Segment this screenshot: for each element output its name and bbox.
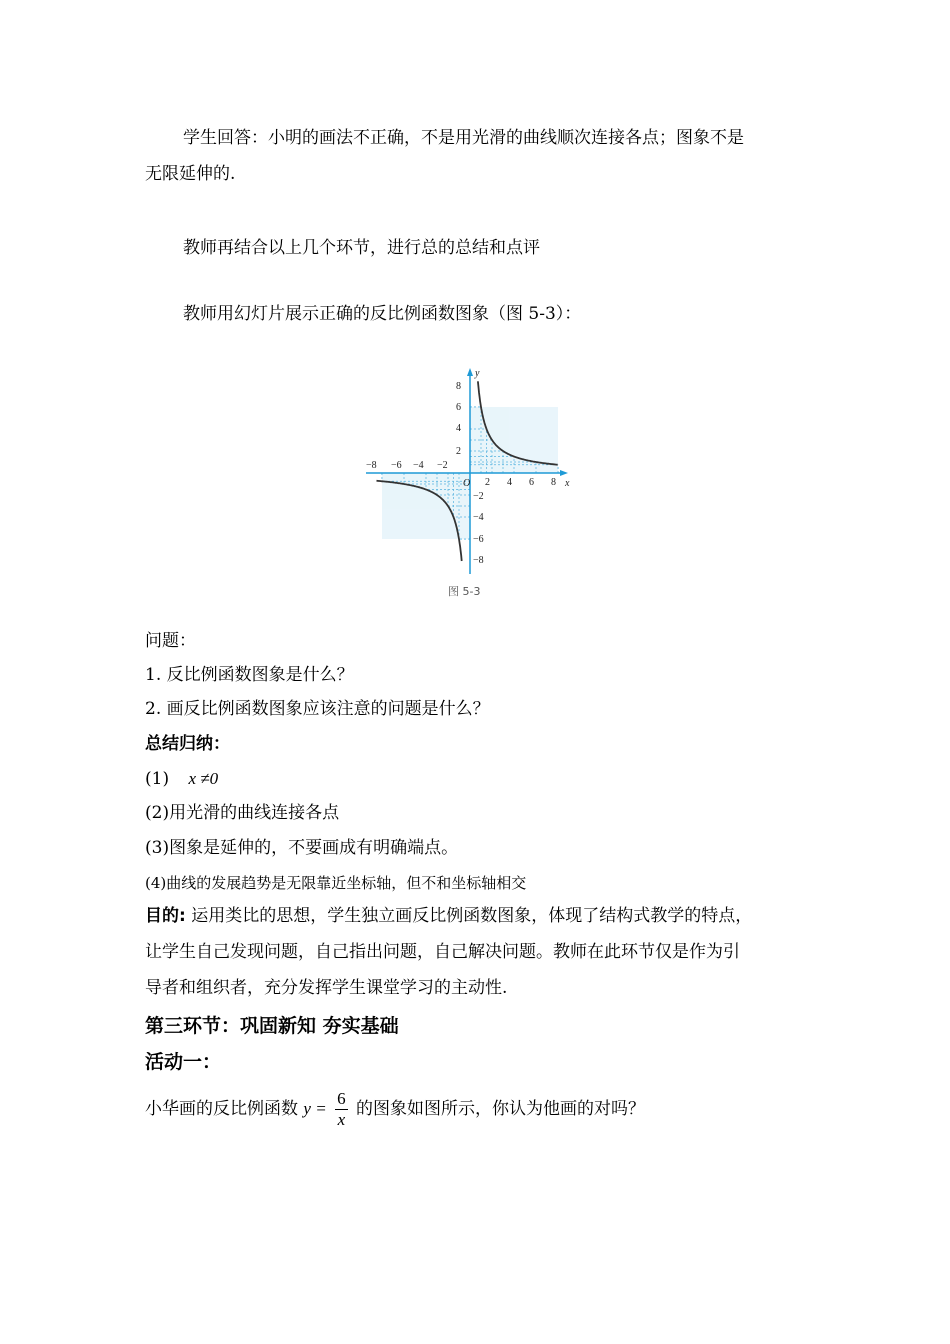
summary-item-3: (3)图象是延伸的，不要画成有明确端点。 (145, 838, 459, 858)
x-axis-arrow (560, 470, 568, 476)
purpose-line-3: 导者和组织者，充分发挥学生课堂学习的主动性. (145, 978, 508, 998)
summary-title: 总结归纳： (145, 734, 230, 754)
purpose-line-1 (145, 904, 752, 928)
y-tick-label: 6 (456, 402, 461, 413)
fraction-denominator: x (337, 1110, 346, 1129)
paragraph-student-answer: 学生回答：小明的画法不正确，不是用光滑的曲线顺次连接各点；图象不是 (183, 128, 744, 148)
y-axis-arrow (467, 368, 473, 376)
activity-question-text-before: 小华画的反比例函数 (145, 1099, 298, 1119)
hyperbola-graph (358, 362, 582, 582)
summary-item-1-label: (1) (145, 769, 170, 789)
x-tick-label: −2 (437, 460, 448, 471)
question-2: 2. 画反比例函数图象应该注意的问题是什么？ (145, 699, 490, 719)
x-tick-label: −6 (391, 460, 402, 471)
fraction-numerator: 6 (337, 1089, 346, 1108)
purpose-line-2: 让学生自己发现问题，自己指出问题，自己解决问题。教师在此环节仅是作为引 (145, 942, 740, 962)
activity-question-text-after: 的图象如图所示，你认为他画的对吗？ (356, 1099, 645, 1119)
summary-item-1 (145, 767, 218, 791)
x-tick-label: −8 (366, 460, 377, 471)
purpose-text-1: 运用类比的思想，学生独立画反比例函数图象，体现了结构式教学的特点， (185, 906, 753, 926)
y-tick-label: 4 (456, 423, 461, 434)
paragraph-student-answer-cont: 无限延伸的. (145, 164, 236, 184)
activity-heading: 活动一： (145, 1051, 222, 1073)
question-1: 1. 反比例函数图象是什么？ (145, 665, 354, 685)
x-tick-label: 8 (551, 477, 556, 488)
paragraph-teacher-slide: 教师用幻灯片展示正确的反比例函数图象（图 5-3）： (183, 304, 582, 324)
fraction-6-over-x (335, 1089, 348, 1130)
questions-title: 问题： (145, 631, 196, 651)
x-tick-label: 6 (529, 477, 534, 488)
y-tick-label: 2 (456, 446, 461, 457)
summary-item-1-math: x ≠0 (188, 769, 219, 788)
y-axis-label: y (475, 368, 480, 379)
figure-caption: 图 5-3 (448, 585, 481, 598)
activity-question (145, 1087, 645, 1131)
y-tick-label: −4 (473, 512, 484, 523)
y-tick-label: −8 (473, 555, 484, 566)
paragraph-teacher-summary: 教师再结合以上几个环节，进行总的总结和点评 (183, 238, 540, 258)
x-tick-label: 2 (485, 477, 490, 488)
origin-label: O (463, 478, 471, 489)
x-tick-label: −4 (413, 460, 424, 471)
summary-item-2: (2)用光滑的曲线连接各点 (145, 803, 340, 823)
x-axis-label: x (565, 478, 570, 489)
hyperbola-figure (358, 362, 582, 608)
y-tick-label: −6 (473, 534, 484, 545)
function-y: y = (303, 1099, 327, 1118)
purpose-label: 目的: (145, 906, 186, 926)
x-tick-label: 4 (507, 477, 512, 488)
y-tick-label: 8 (456, 381, 461, 392)
summary-item-4: (4)曲线的发展趋势是无限靠近坐标轴，但不和坐标轴相交 (145, 874, 527, 892)
section-heading: 第三环节：巩固新知 夯实基础 (145, 1015, 399, 1037)
y-tick-label: −2 (473, 491, 484, 502)
